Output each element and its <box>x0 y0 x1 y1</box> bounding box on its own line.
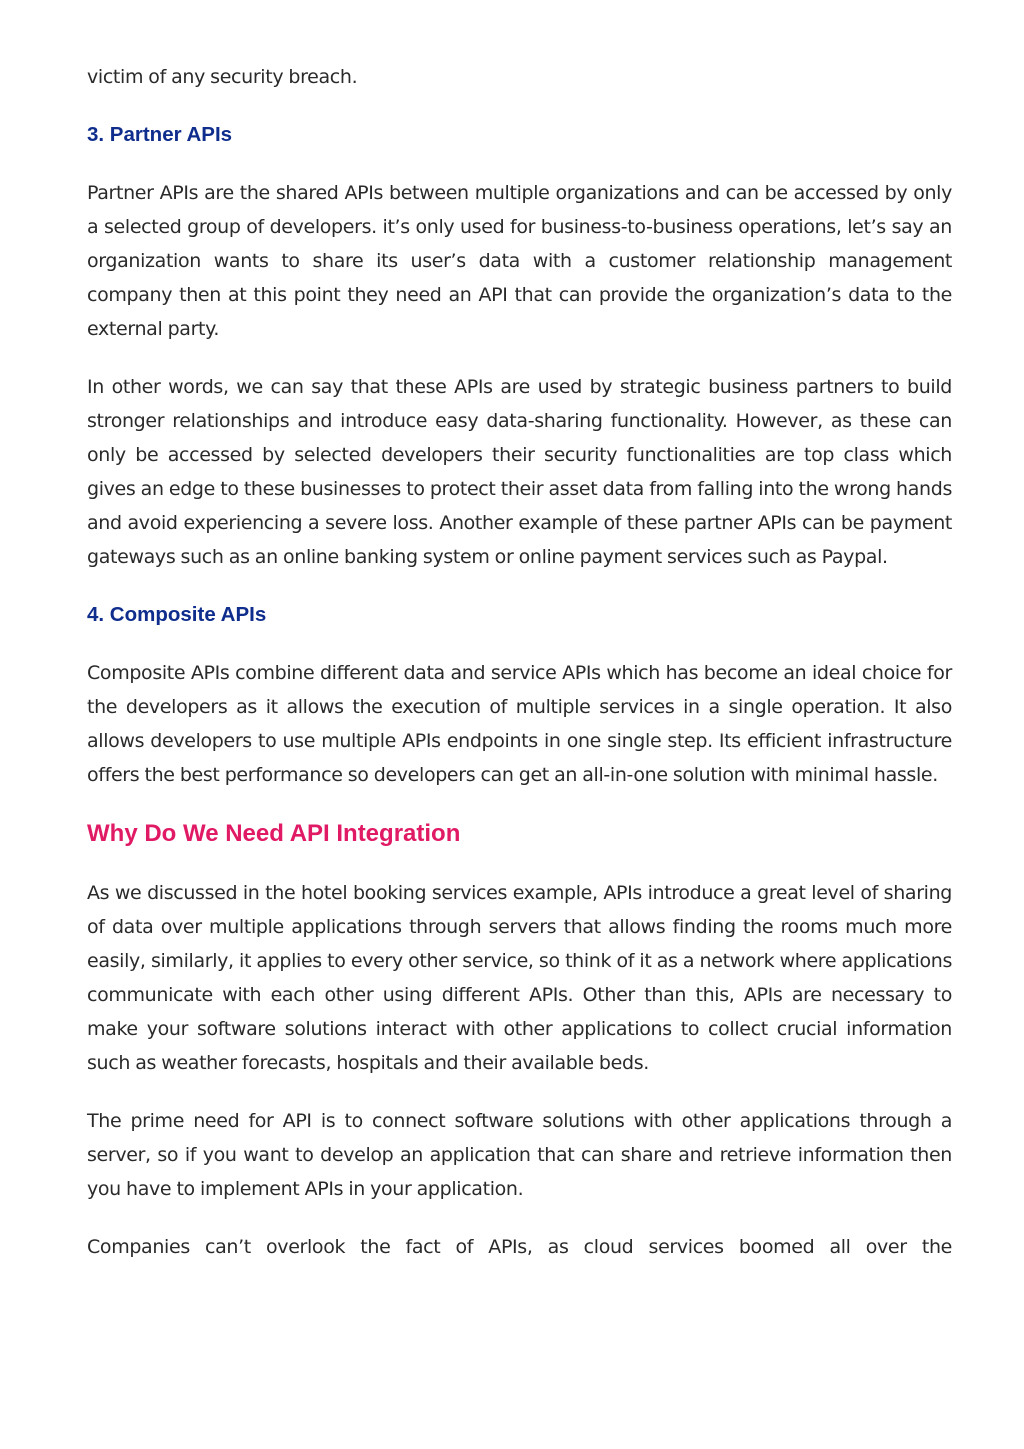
paragraph-intro-tail: victim of any security breach. <box>87 66 358 88</box>
paragraph-partner-2: In other words, we can say that these APIs are used by strategic business partners to build stronger relationships and introduce easy data-sharing functionality. However, as these can only be accessed by selected developers their security functionalities are top class which gives an edge to these businesses to protect their asset data from falling into the wrong hands and avoid experiencing a severe loss. Another example of these partner APIs can be payment gateways such as an online banking system or online payment services such as Paypal. <box>87 376 952 568</box>
paragraph-composite: Composite APIs combine different data and service APIs which has become an ideal choice for the developers as it allows the execution of multiple services in a single operation. It also allows developers to use multiple APIs endpoints in one single step. Its efficient infrastructure offers the best performance so developers can get an all-in-one solution with minimal hassle. <box>87 662 952 786</box>
paragraph-why-2: The prime need for API is to connect software solutions with other applications through a server, so if you want to develop an application that can share and retrieve information then you have to implement APIs in your application. <box>87 1110 952 1200</box>
document-page <box>87 60 952 1264</box>
heading-composite-apis: 4. Composite APIs <box>87 603 267 626</box>
heading-partner-apis: 3. Partner APIs <box>87 123 233 146</box>
paragraph-why-3: Companies can’t overlook the fact of APIs, as cloud services boomed all over the <box>87 1236 952 1258</box>
paragraph-why-1: As we discussed in the hotel booking services example, APIs introduce a great level of sharing of data over multiple applications through servers that allows finding the rooms much more easily, similarly, it applies to every other service, so think of it as a network where applications communicate with each other using different APIs. Other than this, APIs are necessary to make your software solutions interact with other applications to collect crucial information such as weather forecasts, hospitals and their available beds. <box>87 882 952 1074</box>
paragraph-partner-1: Partner APIs are the shared APIs between multiple organizations and can be accessed by only a selected group of developers. it’s only used for business-to-business operations, let’s say an organization wants to share its user’s data with a customer relationship management company then at this point they need an API that can provide the organization’s data to the external party. <box>87 182 952 340</box>
heading-why-api-integration: Why Do We Need API Integration <box>87 820 461 847</box>
